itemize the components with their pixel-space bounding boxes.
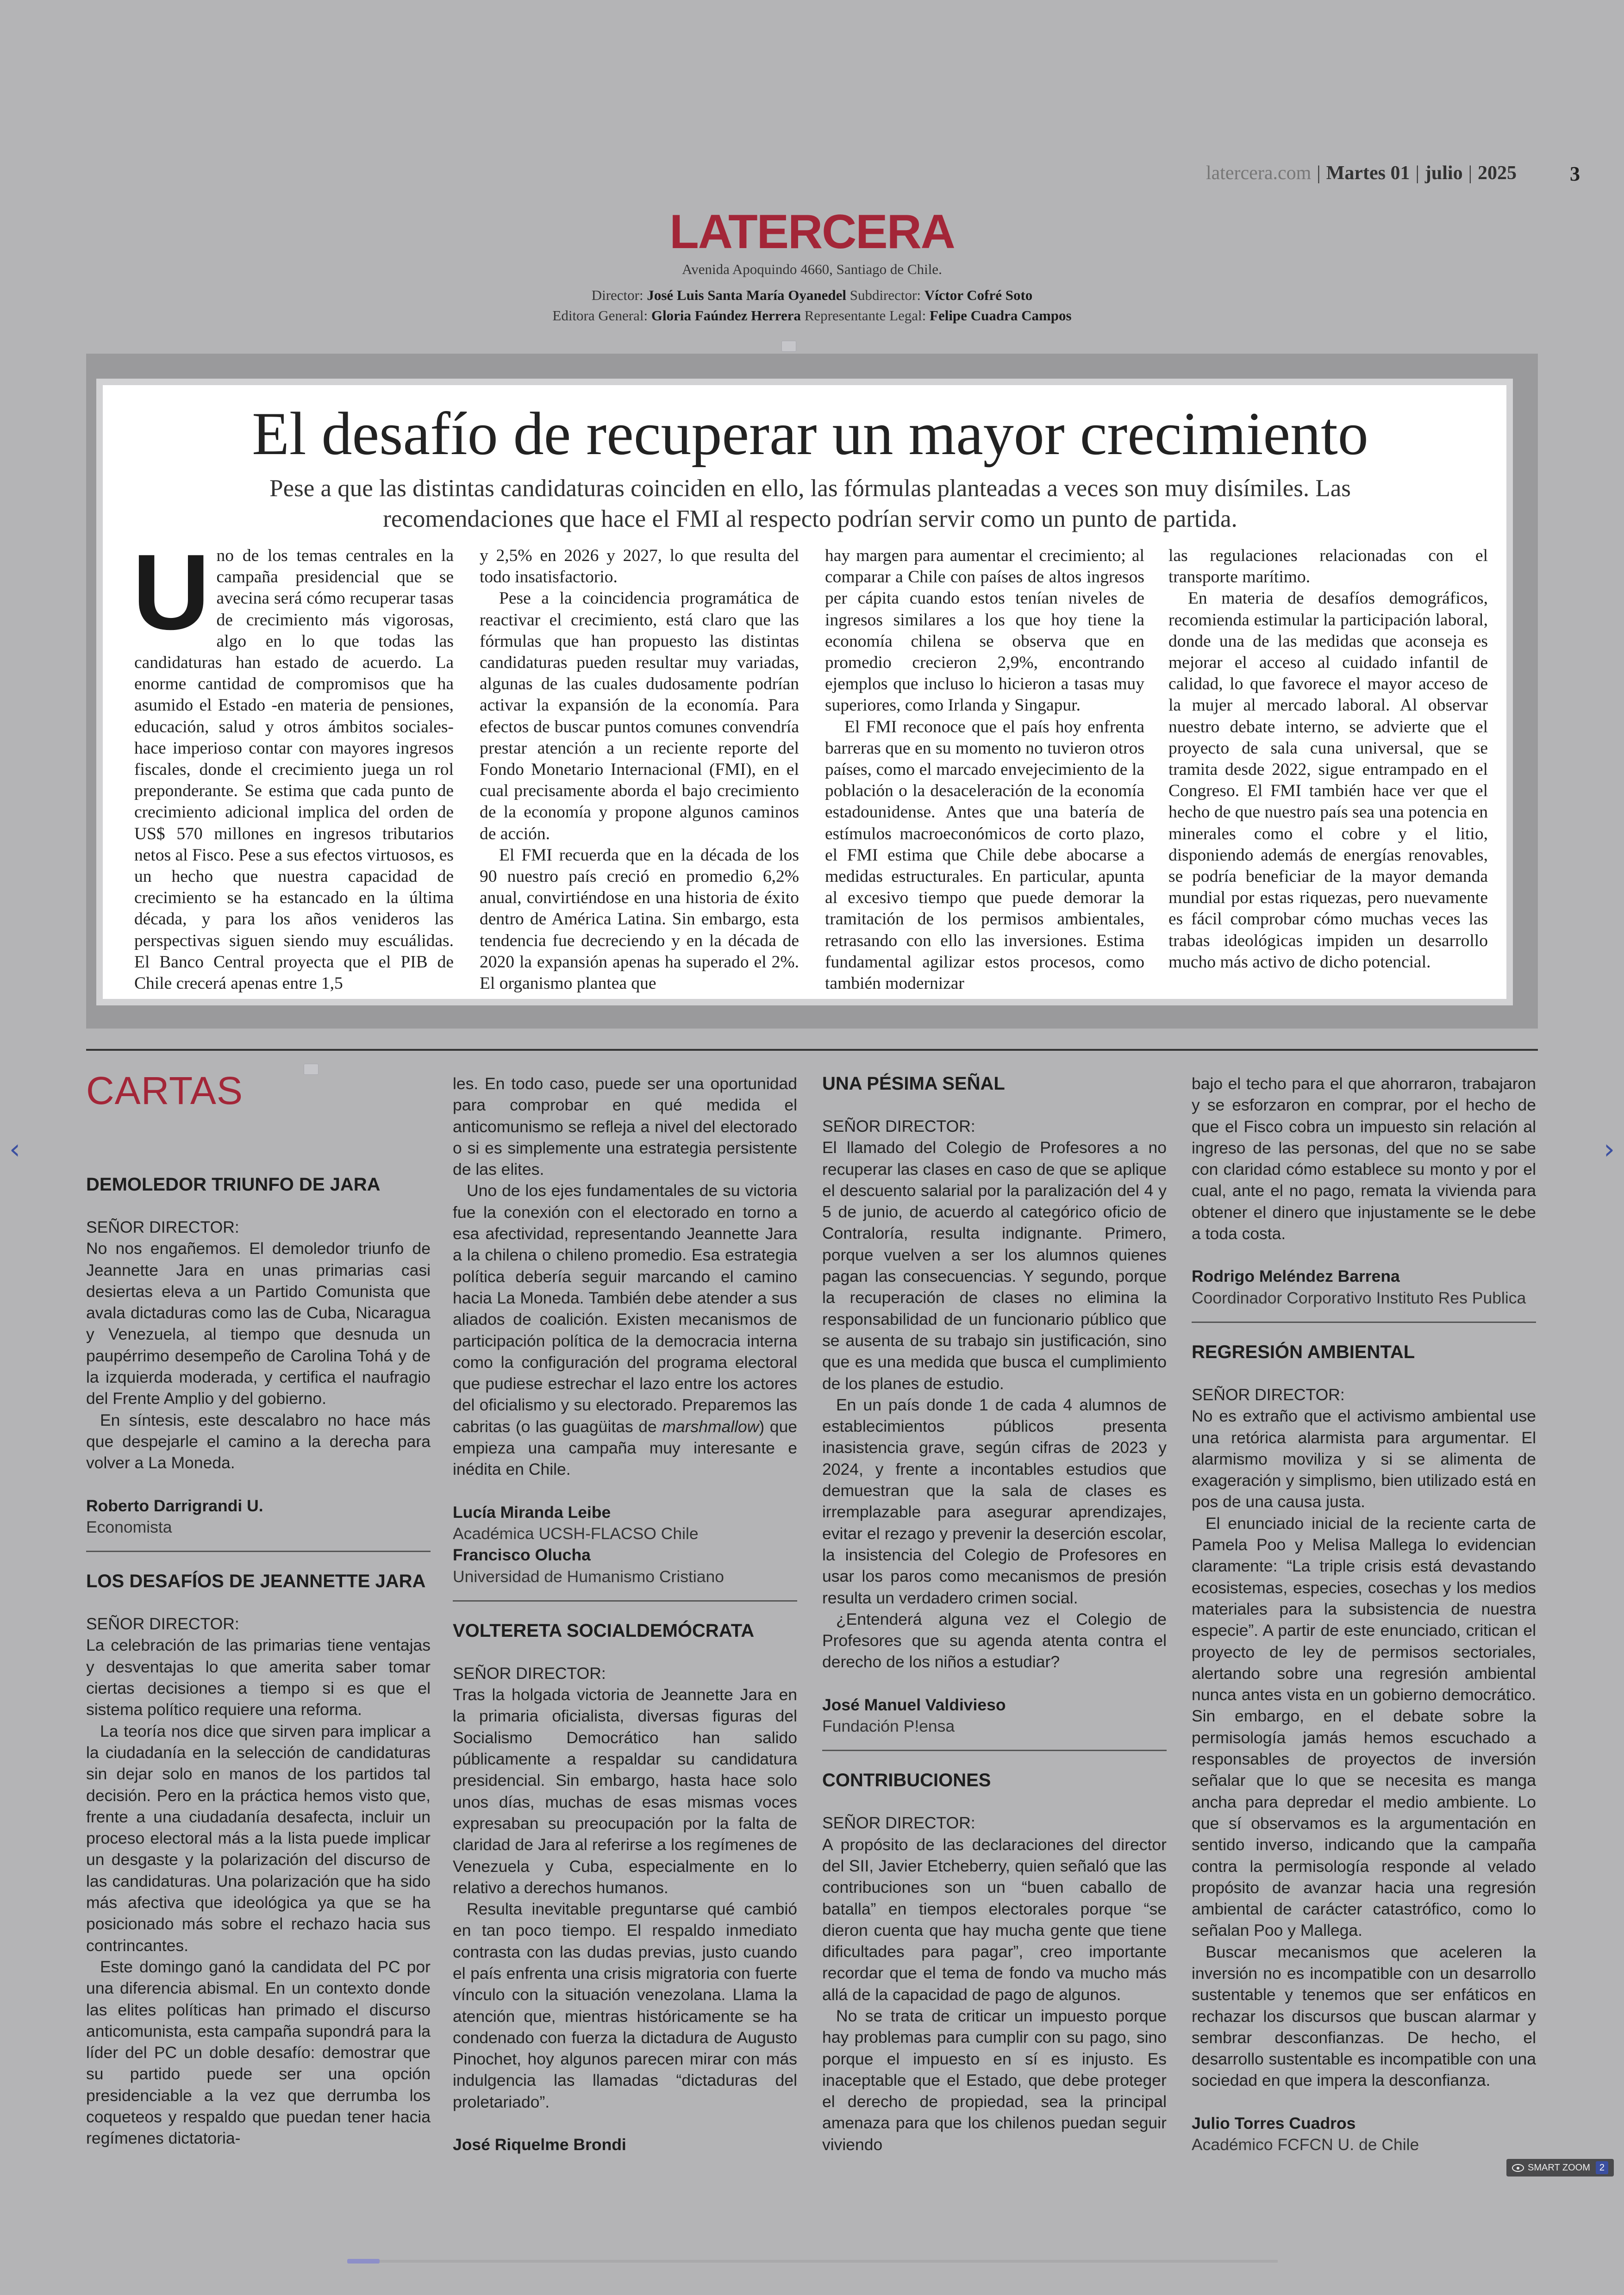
letter-title: LOS DESAFÍOS DE JEANNETTE JARA: [86, 1571, 426, 1592]
editorial-paragraph: no de los temas centrales en la campaña presidencial que se avecina será cómo recuperar tasas de crecimiento más vigorosas, algo en lo que todas las candidaturas han estado de acuerdo. La enorme cantidad de compromisos que ha asumido el Estado -en materia de pensiones, educación, salud y otros ámbitos sociales- hace imperioso contar con mayores ingresos fiscales, donde el crecimiento juega un rol preponderante. Se estima que cada punto de crecimiento adicional implica del orden de US$ 570 millones en ingresos tributarios netos al Fisco. Pese a sus efectos virtuosos, es un hecho que nuestra capacidad de crecimiento se ha estancado en la última década, y para los años venideros las perspectivas siguen siendo muy escuálidas. El Banco Central proyecta que el PIB de Chile crecerá apenas entre 1,5: [134, 546, 454, 993]
letter-paragraph: La celebración de las primarias tiene ventajas y desventajas lo que amerita saber tomar ciertas decisiones a tiempo si es que el sistema político requiere una reforma.: [86, 1636, 431, 1719]
article-marker-icon[interactable]: [781, 341, 796, 352]
masthead-editors: Editora General: Gloria Faúndez Herrera Representante Legal: Felipe Cuadra Campos: [552, 307, 1072, 324]
letter-author: Rodrigo Meléndez Barrena: [1192, 1267, 1400, 1286]
editorial-paragraph: y 2,5% en 2026 y 2027, lo que resulta del todo insatisfactorio.: [480, 546, 799, 587]
letter-divider: [453, 1600, 797, 1602]
editorial-title: El desafío de recuperar un mayor crecimiento: [252, 399, 1368, 468]
letter-paragraph: A propósito de las declaraciones del director del SII, Javier Etcheberry, quien señaló que las contribuciones son un “buen caballo de batalla” en tiempos electorales porque “se dieron cuenta que hay mucha gente que tiene dificultades para pagar”, creo importante recordar que el tema de fondo va mucho más allá de la capacidad de pago de algunos.: [822, 1835, 1167, 2004]
letter-affiliation: Académica UCSH-FLACSO Chile: [453, 1524, 699, 1543]
letter-paragraph: En un país donde 1 de cada 4 alumnos de establecimientos públicos presenta inasistencia grave, según cifras de 2023 y 2024, y frente a incontables estudios que demuestran que la sala de clases es irremplazable para asegurar aprendizajes, evitar el rezago y prevenir la deserción escolar, la insistencia del Colegio de Profesores en usar los paros como mecanismos de presión resulta un verdadero crimen social.: [822, 1395, 1167, 1607]
letter-affiliation: Economista: [86, 1517, 172, 1536]
site-url: latercera.com: [1206, 162, 1312, 184]
editorial-dropcap: U: [132, 532, 210, 652]
section-divider: [86, 1049, 1538, 1051]
editorial-subtitle: Pese a que las distintas candidaturas coinciden en ello, las fórmulas planteadas a veces son muy disímiles. Las recomendaciones que hace el FMI al respecto podrían servir como un punto de partida.: [269, 475, 1351, 532]
cartas-section-title: CARTAS: [86, 1069, 243, 1112]
issue-month: julio: [1424, 162, 1463, 184]
article-marker-icon[interactable]: [304, 1064, 319, 1075]
letter-title: UNA PÉSIMA SEÑAL: [822, 1073, 1005, 1094]
newspaper-logo: LATERCERA: [669, 205, 955, 259]
letter-author: Francisco Olucha: [453, 1546, 591, 1565]
letter-paragraph: El enunciado inicial de la reciente carta de Pamela Poo y Melisa Mallega lo evidencian claramente: “La triple crisis está devastando ecosistemas, especies, cosechas y los medios materiales para la subsistencia de nuestra especie”. A partir de este enunciado, critican el proyecto de ley de permisos sectoriales, alertando sobre una regresión ambiental nunca antes vista en un gobierno democrático. Sin embargo, en el debate sobre la permisología jamás hemos escuchado a responsables de proyectos de inversión señalar que lo que se necesita es manga ancha para depredar el medio ambiente. Lo que sí observamos es la argumentación en sentido inverso, indicando que la campaña contra la permisología responde al velado propósito de avanzar hacia una regresión ambiental de carácter catastrófico, como lo señalan Poo y Mallega.: [1192, 1514, 1536, 1940]
editorial-paragraph: El FMI recuerda que en la década de los 90 nuestro país creció en promedio 6,2% anual, convirtiéndose en una historia de éxito dentro de América Latina. Sin embargo, esta tendencia fue decreciendo y en la década de 2020 la expansión apenas ha superado el 2%. El organismo plantea que: [480, 845, 799, 993]
letter-paragraph: Uno de los ejes fundamentales de su victoria fue la conexión con el electorado en torno a esa afectividad, representando Jeannette Jara a la chilena o chileno promedio. Esa estrategia política debería seguir marcando el camino hacia La Moneda. También debe atender a sus aliados de coalición. Existen mecanismos de participación política de la democracia interna como la configuración del programa electoral que pudiese estrechar el lazo entre los actores del oficialismo y su electorado. Preparemos las cabritas (o las guagüitas de marshmallow) que empieza una campaña muy interesante e inédita en Chile.: [453, 1181, 797, 1479]
letter-paragraph: No nos engañemos. El demoledor triunfo de Jeannette Jara en unas primarias casi desiertas eleva a un Partido Comunista que avala dictaduras como las de Cuba, Nicaragua y Venezuela, al tiempo que desnuda un paupérrimo desempeño de Carolina Tohá y de la izquierda moderada, y certifica el naufragio del Frente Amplio y del gobierno.: [86, 1239, 431, 1408]
letter-affiliation: Fundación P!ensa: [822, 1717, 955, 1736]
letter-divider: [86, 1551, 431, 1552]
editorial-paragraph: El FMI reconoce que el país hoy enfrenta barreras que en su momento no tuvieron otros países, como el marcado envejecimiento de la población o la desaceleración de la economía estadounidense. Antes que una batería de estímulos macroeconómicos de corto plazo, el FMI estima que Chile debe abocarse a medidas estructurales. En particular, apunta al excesivo tiempo que puede demorar la tramitación de los permisos ambientales, retrasando con ello las inversiones. Estima fundamental agilizar estos procesos, como también modernizar: [825, 717, 1144, 993]
letters-column-2: [453, 1073, 797, 2155]
letter-title: CONTRIBUCIONES: [822, 1770, 991, 1791]
letter-salutation: SEÑOR DIRECTOR:: [822, 1814, 975, 1833]
page-scrollbar-track[interactable]: [347, 2260, 1278, 2263]
issue-year: 2025: [1478, 162, 1517, 184]
editorial-column-3: [825, 545, 1144, 994]
letter-title: DEMOLEDOR TRIUNFO DE JARA: [86, 1174, 381, 1195]
letters-column-3: [822, 1073, 1167, 2155]
letter-paragraph: La teoría nos dice que sirven para implicar a la ciudadanía en la selección de candidaturas sin dejar solo en manos de los partidos tal decisión. Pero en la práctica hemos visto que, frente a una ciudadanía desafecta, incluir un proceso electoral más a la lista puede implicar un desgaste y la polarización del discurso de las candidaturas. Una polarización que ha sido más afectiva que ideológica ya que se ha posicionado más sobre el rechazo hacia sus contrincantes.: [86, 1721, 431, 1955]
masthead-address: Avenida Apoquindo 4660, Santiago de Chile.: [682, 261, 942, 277]
letter-salutation: SEÑOR DIRECTOR:: [1192, 1385, 1345, 1404]
letter-divider: [822, 1750, 1167, 1751]
letters-column-1: [86, 1174, 431, 2149]
page-folio: latercera.com | Martes 01 | julio | 2025: [1206, 162, 1517, 184]
letter-salutation: SEÑOR DIRECTOR:: [86, 1218, 239, 1236]
letter-paragraph: El llamado del Colegio de Profesores a no recuperar las clases en caso de que se aplique el descuento salarial por la paralización del 4 y 5 de junio, de acuerdo al categórico oficio de Contraloría, resulta indignante. Primero, porque vuelven a ser los alumnos quienes pagan las consecuencias. Y segundo, porque la recuperación de clases no elimina la responsabilidad de un funcionario público que se ausenta de su trabajo sin justificación, sino que es una medida que busca el cumplimiento de los planes de estudio.: [822, 1138, 1167, 1393]
letter-author: José Manuel Valdivieso: [822, 1695, 1006, 1714]
letter-salutation: SEÑOR DIRECTOR:: [86, 1615, 239, 1634]
letter-affiliation: Académico FCFCN U. de Chile: [1192, 2135, 1419, 2154]
prev-page-arrow-icon[interactable]: ‹: [9, 1133, 20, 1166]
next-page-arrow-icon[interactable]: ›: [1604, 1133, 1615, 1166]
letter-paragraph: No se trata de criticar un impuesto porque hay problemas para cumplir con su pago, sino porque el impuesto en sí es injusto. Es inaceptable que el Estado, que debe proteger el derecho de propiedad, sea la principal amenaza para que los chilenos puedan seguir viviendo: [822, 2006, 1167, 2154]
editorial-paragraph: hay margen para aumentar el crecimiento; al comparar a Chile con países de altos ingresos per cápita cuando estos tenían niveles de ingresos similares a los que hoy tiene la economía chilena se observa que en promedio crecieron 2,9%, encontrando ejemplos que incluso lo hicieron a tasas muy superiores, como Irlanda y Singapur.: [825, 546, 1144, 715]
letters-column-4: [1192, 1073, 1536, 2155]
letter-paragraph: No es extraño que el activismo ambiental use una retórica alarmista para argumentar. El alarmismo moviliza y si se alimenta de exageración y simplismo, bien utilizado está en pos de una causa justa.: [1192, 1407, 1536, 1511]
letter-author: Roberto Darrigrandi U.: [86, 1496, 263, 1515]
letter-paragraph: bajo el techo para el que ahorraron, trabajaron y se esforzaron en comprar, por el hecho de que el Fisco cobra un impuesto sin relación al ingreso de las personas, del que no se sabe con claridad cómo establece su monto y por el cual, ante el no pago, remata la vivienda para obtener el dinero que injustamente se le debe a toda costa.: [1192, 1074, 1536, 1243]
letter-salutation: SEÑOR DIRECTOR:: [822, 1117, 975, 1135]
page-scrollbar-thumb[interactable]: [347, 2259, 380, 2264]
letter-paragraph: Buscar mecanismos que aceleren la inversión no es incompatible con un desarrollo sustentable y tenemos que ser enfáticos en rechazar los discursos que buscan alarmar y sembrar desconfianzas. De hecho, el desarrollo sustentable es incompatible con una sociedad en que impera la desconfianza.: [1192, 1942, 1536, 2090]
issue-day: Martes 01: [1326, 162, 1410, 184]
smart-zoom-count: 2: [1596, 2161, 1608, 2174]
editorial-paragraph: Pese a la coincidencia programática de reactivar el crecimiento, está claro que las fórmulas que han propuesto las distintas candidaturas pueden resultar muy variadas, algunas de las cuales dudosamente podrían activar la expansión de la economía. Para efectos de buscar puntos comunes convendría prestar atención a un reciente reporte del Fondo Monetario Internacional (FMI), en el cual precisamente aborda el bajo crecimiento de la economía y propone algunos caminos de acción.: [480, 589, 799, 843]
smart-zoom-button[interactable]: [1506, 2159, 1614, 2177]
letter-paragraph: Resulta inevitable preguntarse qué cambió en tan poco tiempo. El respaldo inmediato contrasta con las dudas previas, justo cuando el país enfrenta una crisis migratoria con fuerte vínculo con la situación venezolana. Llama la atención que, mientras históricamente se ha condenado con fuerza la dictadura de Augusto Pinochet, hoy algunos parecen mirar con más indulgencia las llamadas “dictaduras del proletariado”.: [453, 1900, 797, 2111]
letter-author: Lucía Miranda Leibe: [453, 1503, 611, 1522]
letter-title: VOLTERETA SOCIALDEMÓCRATA: [453, 1620, 755, 1641]
letter-paragraph: Este domingo ganó la candidata del PC por una diferencia abismal. En un contexto donde las elites políticas han primado el discurso anticomunista, esta campaña supondrá para la líder del PC un doble desafío: demostrar que su partido puede ser una opción presidenciable a la vez que derrumba los coqueteos y respaldo que puedan tener hacia regímenes dictatoria-: [86, 1957, 431, 2148]
page-number: 3: [1570, 162, 1580, 185]
editorial-column-2: [480, 545, 799, 994]
letter-affiliation: Coordinador Corporativo Instituto Res Publica: [1192, 1288, 1526, 1307]
letter-paragraph: Tras la holgada victoria de Jeannette Jara en la primaria oficialista, diversas figuras del Socialismo Democrático han salido públicamente a respaldar su candidatura presidencial. Sin embargo, hasta hace solo unos días, muchas de esas mismas voces expresaban su preocupación por la falta de claridad de Jara al referirse a los regímenes de Venezuela y Cuba, especialmente en lo relativo a derechos humanos.: [453, 1685, 797, 1897]
letter-affiliation: Universidad de Humanismo Cristiano: [453, 1567, 724, 1586]
smart-zoom-label: SMART ZOOM: [1528, 2163, 1590, 2173]
editorial-paragraph: las regulaciones relacionadas con el transporte marítimo.: [1168, 546, 1488, 587]
editorial-column-4: [1168, 545, 1488, 973]
letter-author: Julio Torres Cuadros: [1192, 2114, 1356, 2133]
letter-paragraph: ¿Entenderá alguna vez el Colegio de Profesores que su agenda atenta contra el derecho de los niños a estudiar?: [822, 1609, 1167, 1671]
letter-paragraph: les. En todo caso, puede ser una oportunidad para comprobar en qué medida el anticomunismo se refleja a nivel del electorado o si es simplemente una estrategia persistente de las elites.: [453, 1074, 797, 1179]
letter-paragraph: En síntesis, este descalabro no hace más que despejarle el camino a la derecha para volver a La Moneda.: [86, 1410, 431, 1472]
eye-icon: [1512, 2164, 1524, 2172]
editorial-paragraph: En materia de desafíos demográficos, recomienda estimular la participación laboral, donde una de las medidas que aconseja es mejorar el acceso al cuidado infantil de calidad, lo que favorece el mayor acceso de la mujer al mercado laboral. Al observar nuestro debate interno, se advierte que el proyecto de sala cuna universal, que se tramita desde 2022, sigue entrampado en el Congreso. El FMI también hace ver que el hecho de que nuestro país sea una potencia en minerales como el cobre y el litio, disponiendo además de energías renovables, se podría beneficiar de la mayor demanda mundial por estas riquezas, pero nuevamente es fácil comprobar cómo muchas veces las trabas ideológicas impiden un desarrollo mucho más activo de dicho potencial.: [1168, 589, 1488, 972]
letter-divider: [1192, 1322, 1536, 1323]
letter-salutation: SEÑOR DIRECTOR:: [453, 1664, 606, 1683]
editorial-column-1: [132, 532, 454, 994]
letter-title: REGRESIÓN AMBIENTAL: [1192, 1341, 1415, 1362]
masthead-directors: Director: José Luis Santa María Oyanedel Subdirector: Víctor Cofré Soto: [591, 287, 1033, 303]
letter-author: José Riquelme Brondi: [453, 2135, 626, 2154]
